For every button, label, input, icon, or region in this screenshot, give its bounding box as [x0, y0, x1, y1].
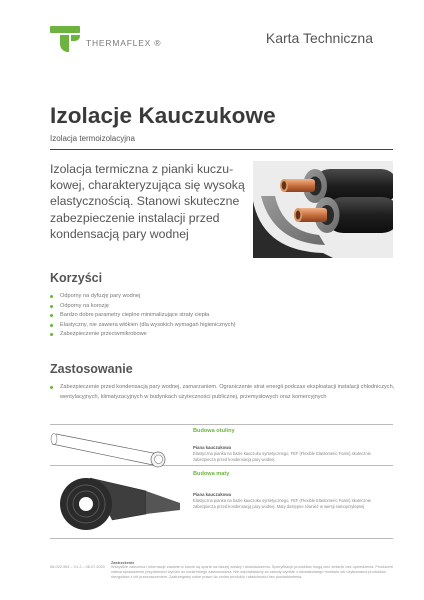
- insulation-mat-roll-drawing: [50, 470, 185, 535]
- mat-layer-text: Elastyczna pianka na bazie kauczuku syntetycznego, FEF (Flexible Elastomeric Foam) skutecznie zabezpiecza przed kondensacją pary wodnej. Maty dostępne również w wersji samoprzylepnej: [193, 498, 371, 509]
- list-item: Odporny na korozję: [50, 302, 236, 312]
- insulation-pipes-image: [253, 161, 393, 258]
- benefits-heading: Korzyści: [50, 271, 103, 285]
- intro-text: Izolacja termiczna z pianki kuczukowej, charakteryzująca się wysoką elastycznością. Stanowi skuteczne zabezpieczenie instalacji przed kondensacją pary wodnej: [50, 162, 245, 241]
- tube-layer-name: Piana kauczukowa: [193, 445, 231, 450]
- page-subtitle: Izolacja termoizolacyjna: [50, 134, 135, 143]
- list-item: Zabezpieczenie przeciwmikrobowe: [50, 330, 236, 340]
- thermaflex-logo: [50, 26, 161, 52]
- product-photo: [253, 161, 393, 258]
- title-divider: [50, 149, 393, 150]
- mat-construction-heading: Budowa maty: [193, 471, 230, 477]
- list-item: Odporny na dyfuzję pary wodnej: [50, 292, 236, 302]
- disclaimer-heading: Zastrzeżenie: [111, 560, 135, 565]
- section-divider: [50, 424, 393, 425]
- list-item: Zabezpieczenie przed kondensacją pary wodnej, zamarzaniem. Ograniczenie strat energii podczas eksploatacji instalacji chłodniczych, wentylacyjnych, klimatyzacyjnych w budynkach użyteczności publicznej, przemysłowych oraz komercyjnych: [50, 383, 395, 402]
- application-heading: Zastosowanie: [50, 362, 133, 376]
- document-type: Karta Techniczna: [265, 30, 373, 46]
- disclaimer-text: Wszystkie zalecenia i informacje zawarte w karcie są oparte na naszej wiedzy i doświadczeniu. Specyfikacje produktów mogą ulec zmianie bez uprzedzenia. Producent zaleca sprawdzenie przydatności wyrobu do konkretnego zastosowania. Nie odpowiadamy za szkody wynikłe z niewłaściwego montażu lub użytkowania produktów niezgodnie z ich przeznaczeniem. Zastrzegamy sobie prawo do zmian produktu i właściwości bez powiadomienia.: [111, 565, 393, 579]
- tube-construction-diagram: [50, 426, 185, 468]
- document-code: 08-022-963 – V1.2 – 08.07.2020: [50, 565, 105, 569]
- application-list: [50, 383, 395, 402]
- mat-layer-name: Piana kauczukowa: [193, 492, 231, 497]
- brand-name: THERMAFLEX ®: [86, 38, 162, 48]
- tube-layer-text: Elastyczna pianka na bazie kauczuku syntetycznego, FEF (Flexible Elastomeric Foam) skutecznie zabezpiecza przed kondensacją pary wodnej: [193, 451, 371, 462]
- benefits-list: [50, 292, 236, 340]
- list-item: Bardzo dobre parametry cieplne minimalizujące straty ciepła: [50, 311, 236, 321]
- mat-construction-diagram: [50, 470, 185, 535]
- tube-construction-heading: Budowa otuliny: [193, 428, 235, 434]
- page-title: Izolacje Kauczukowe: [50, 103, 276, 128]
- insulation-tube-drawing: [50, 426, 185, 468]
- list-item: Elastyczny, nie zawiera włókien (dla wysokich wymagań higienicznych): [50, 321, 236, 331]
- thermaflex-logo-mark: [50, 26, 80, 52]
- section-divider: [50, 538, 393, 539]
